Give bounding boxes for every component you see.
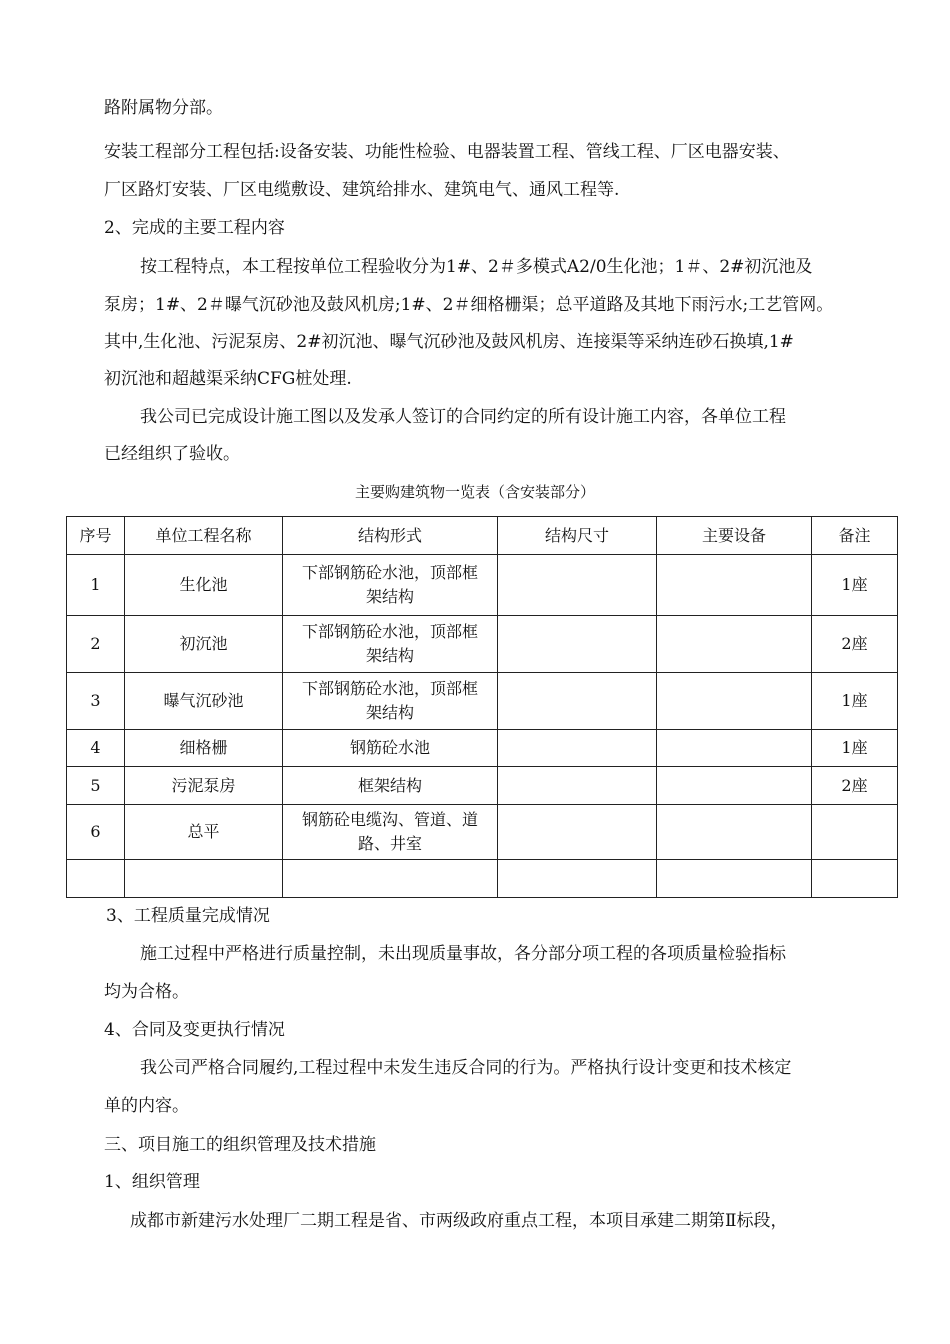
note-cell: 1座 [812, 730, 898, 767]
structure-cell [283, 555, 498, 616]
table-header-row [67, 517, 898, 555]
header-cell: 结构尺寸 [498, 517, 657, 555]
row-number-cell: 6 [67, 805, 125, 860]
size-cell [498, 860, 657, 898]
row-number-cell: 5 [67, 767, 125, 805]
row-number-cell: 4 [67, 730, 125, 767]
table-row [67, 616, 898, 673]
note-cell: 2座 [812, 616, 898, 673]
equipment-cell [657, 555, 812, 616]
equipment-cell [657, 616, 812, 673]
equipment-cell [657, 730, 812, 767]
buildings-table [66, 516, 898, 898]
equipment-cell [657, 860, 812, 898]
paragraph-line: 已经组织了验收。 [104, 444, 240, 464]
section-heading: 2、完成的主要工程内容 [104, 218, 285, 238]
structure-line: 下部钢筋砼水池，顶部框 [301, 622, 478, 641]
row-number-cell: 3 [67, 673, 125, 730]
paragraph-line: 施工过程中严格进行质量控制，未出现质量事故，各分部分项工程的各项质量检验指标 [140, 944, 786, 964]
row-number-cell: 2 [67, 616, 125, 673]
size-cell [498, 730, 657, 767]
structure-line: 下部钢筋砼水池，顶部框 [301, 679, 478, 698]
equipment-cell [657, 767, 812, 805]
table-row [67, 860, 898, 898]
structure-line: 路、井室 [357, 834, 422, 853]
structure-cell [283, 860, 498, 898]
note-cell: 1座 [812, 673, 898, 730]
unit-name-cell: 生化池 [125, 555, 283, 616]
paragraph-line: 安装工程部分工程包括:设备安装、功能性检验、电器装置工程、管线工程、厂区电器安装、 [104, 142, 790, 162]
table-row [67, 555, 898, 616]
size-cell [498, 805, 657, 860]
structure-line: 架结构 [365, 646, 414, 665]
note-cell [812, 860, 898, 898]
unit-name-cell: 总平 [125, 805, 283, 860]
section-heading: 三、项目施工的组织管理及技术措施 [104, 1135, 376, 1155]
section-heading: 3、工程质量完成情况 [106, 906, 270, 926]
note-cell [812, 805, 898, 860]
header-cell: 主要设备 [657, 517, 812, 555]
table-caption: 主要购建筑物一览表（含安装部分） [354, 483, 595, 501]
section-heading: 1、组织管理 [104, 1172, 200, 1192]
row-number-cell: 1 [67, 555, 125, 616]
row-number-cell [67, 860, 125, 898]
paragraph-line: 初沉池和超越渠采纳CFG桩处理. [104, 369, 352, 389]
unit-name-cell: 曝气沉砂池 [125, 673, 283, 730]
unit-name-cell [125, 860, 283, 898]
paragraph-line: 成都市新建污水处理厂二期工程是省、市两级政府重点工程，本项目承建二期第Ⅱ标段， [130, 1211, 788, 1231]
section-heading: 4、合同及变更执行情况 [104, 1020, 285, 1040]
paragraph-line: 我公司严格合同履约,工程过程中未发生违反合同的行为。严格执行设计变更和技术核定 [140, 1058, 792, 1078]
paragraph-line: 泵房；1#、2＃曝气沉砂池及鼓风机房;1#、2＃细格栅渠；总平道路及其地下雨污水;工艺管网。 [104, 295, 834, 315]
table-row [67, 767, 898, 805]
table-row [67, 730, 898, 767]
size-cell [498, 616, 657, 673]
paragraph-line: 我公司已完成设计施工图以及发承人签订的合同约定的所有设计施工内容，各单位工程 [140, 407, 786, 427]
size-cell [498, 555, 657, 616]
structure-cell: 钢筋砼水池 [283, 730, 498, 767]
paragraph-line: 其中,生化池、污泥泵房、2#初沉池、曝气沉砂池及鼓风机房、连接渠等采纳连砂石换填,1# [104, 332, 794, 352]
paragraph-line: 按工程特点，本工程按单位工程验收分为1#、2＃多模式A2/0生化池；1＃、2#初沉池及 [140, 257, 813, 277]
equipment-cell [657, 805, 812, 860]
size-cell [498, 767, 657, 805]
structure-line: 钢筋砼电缆沟、管道、道 [301, 810, 478, 829]
size-cell [498, 673, 657, 730]
note-cell: 2座 [812, 767, 898, 805]
header-cell: 序号 [67, 517, 125, 555]
structure-line: 架结构 [365, 703, 414, 722]
table-row [67, 673, 898, 730]
header-cell: 结构形式 [283, 517, 498, 555]
paragraph-line: 厂区路灯安装、厂区电缆敷设、建筑给排水、建筑电气、通风工程等. [104, 180, 620, 200]
paragraph-line: 单的内容。 [104, 1096, 189, 1116]
structure-line: 架结构 [365, 587, 414, 606]
equipment-cell [657, 673, 812, 730]
header-cell: 备注 [812, 517, 898, 555]
structure-cell: 框架结构 [283, 767, 498, 805]
structure-line: 下部钢筋砼水池，顶部框 [301, 563, 478, 582]
structure-cell [283, 673, 498, 730]
paragraph-line: 均为合格。 [104, 982, 189, 1002]
paragraph-line: 路附属物分部。 [104, 98, 223, 118]
table-row [67, 805, 898, 860]
unit-name-cell: 细格栅 [125, 730, 283, 767]
header-cell: 单位工程名称 [125, 517, 283, 555]
unit-name-cell: 初沉池 [125, 616, 283, 673]
structure-cell [283, 805, 498, 860]
note-cell: 1座 [812, 555, 898, 616]
structure-cell [283, 616, 498, 673]
unit-name-cell: 污泥泵房 [125, 767, 283, 805]
